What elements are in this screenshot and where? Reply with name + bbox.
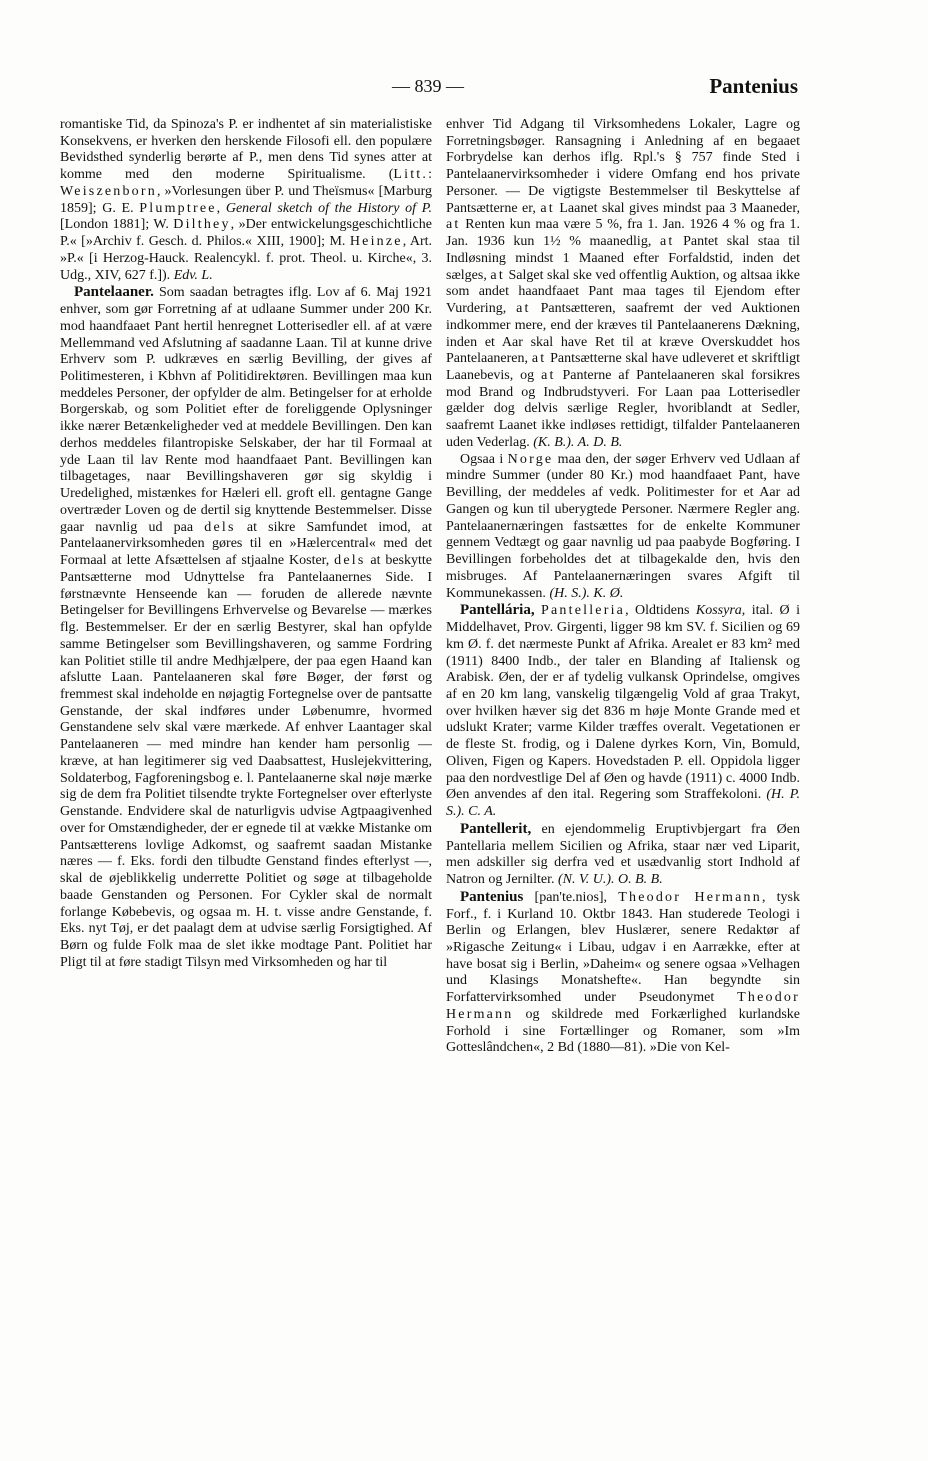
entry-pantellaria: Pantellária, Pantelleria, Oldtidens Kossyra, ital. Ø i Middelhavet, Prov. Girgenti, ligger 98 km SV. f. Sicilien og 69 km Ø. f. det nærmeste Punkt af Afrika. Arealet er 83 km² med (1911) 8400 Indb., der taler en Blanding af Italiensk og Arabisk. Øen, der er af tydelig vulkansk Oprindelse, omgives af en 20 km lang, vanskelig tilgængelig Vold af graa Trakyt, over hvilken hæver sig det 836 m høje Monte Grande med et udslukt Krater; varme Kilder træffes overalt. Vegetationen er de fleste St. frodig, og i Dalene dyrkes Korn, Vin, Bomuld, Oliven, Figen og Kapers. Hovedstaden P. ell. Oppidola ligger paa den nordvestlige Del af Øen og havde (1911) c. 4000 Indb. Øen anvendes af den ital. Regering som Straffekoloni. (H. P. S.). C. A.	[446, 602, 800, 820]
entry-panteisme-end: romantiske Tid, da Spinoza's P. er indhentet af sin materialistiske Konsekvens, er hverken den herskende Filosofi ell. den populære Bevidsthed synderlig berørte af P., men dens Tid synes atter at komme med den moderne Spiritualisme. (Litt.: Weiszenborn, »Vorlesungen über P. und Theïsmus« [Marburg 1859]; G. E. Plumptree, General sketch of the History of P. [London 1881]; W. Dilthey, »Der entwickelungsgeschichtliche P.« [»Archiv f. Gesch. d. Philos.« XIII, 1900]; M. Heinze, Art. »P.« [i Herzog-Hauck. Realencykl. f. prot. Theol. u. Kirche«, 3. Udg., XIV, 627 f.]). Edv. L.	[60, 117, 432, 283]
right-column	[446, 117, 800, 1372]
entry-headword: Pantelaaner.	[74, 284, 154, 301]
running-head: Pantenius	[709, 74, 798, 98]
entry-headword: Pantenius	[460, 888, 524, 905]
entry-pantelaaner-cont: enhver Tid Adgang til Virksomhedens Lokaler, Lagre og Forretningsbøger. Ransagning i Anledning af en begaaet Forbrydelse kan derhos iflg. Rpl.'s § 757 finde Sted i Pantelaanervirksomheder i videre Omfang end hos private Personer. — De vigtigste Bestemmelser til Beskyttelse af Pantsætterne er, at Laanet skal gives mindst paa 3 Maaneder, at Renten kun maa være 5 %, fra 1. Jan. 1926 4 % og fra 1. Jan. 1936 kun 1½ % maanedlig, at Pantet skal staa til Indløsning mindst 1 Maaned efter Forfaldstid, inden det sælges, at Salget skal ske ved offentlig Auktion, og altsaa ikke som andet haandfaaet Pant maa tages til Ejendom efter Vurdering, at Pantsætteren, saafremt der ved Auktionen indkommer mere, end der kræves til Pantelaanerens Dækning, inden et Aar skal have Ret til at kræve Overskuddet hos Pantelaaneren, at Pantsætterne skal have udleveret et skriftligt Laanebevis, og at Panterne af Pantelaaneren skal forsikres mod Brand og Indbrudstyveri. For Laan paa Lotterisedler gælder dog delvis særlige Regler, hvoriblandt at Sedler, saafremt Laanet ikke indløses rettidigt, tilfalder Pantelaaneren uden Vederlag. (K. B.). A. D. B.	[446, 117, 800, 450]
entry-pantelaaner-norge: Ogsaa i Norge maa den, der søger Erhverv ved Udlaan af mindre Summer (under 80 Kr.) mod haandfaaet Pant, have Bevilling, der meddeles af vedk. Politimester for et Aar ad Gangen og kun til uberygtede Personer. Nærmere Regler ang. Pantelaanernæringen fastsættes for de enkelte Kommuner gennem Vedtægt og gaar navnlig ud paa paabyde Bogføring. I Bevillingen forbeholdes det at tilbagekalde den, hvis den misbruges. Af Pantelaanernæringen svares Afgift til Kommunekassen. (H. S.). K. Ø.	[446, 451, 800, 601]
entry-pantelaaner: Pantelaaner. Som saadan betragtes iflg. Lov af 6. Maj 1921 enhver, som gør Forretning af at udlaane Summer under 200 Kr. mod haandfaaet Pant hertil henregnet Lotterisedler ell. af at være Mellemmand ved Afslutning af saadanne Laan. Til at kunne drive Erhverv som P. udkræves en særlig Bevilling, der gives af Politimesteren, i Kbhvn af Politidirektøren. Bevillingen maa kun meddeles Personer, der opfylder de alm. Betingelser for at erholde Borgerskab, og som Politiet efter de foreliggende Oplysninger ikke nærer Betænkeligheder ved at meddele Bevillingen. Den kan derhos meddeles filantropiske Selskaber, der har til Formaal at yde Laan til lav Rente mod haandfaaet Pant. Bevillingen kan tilbagetages, naar Bevillingshaveren gør sig skyldig i Uredelighed, mistænkes for Hæleri ell. groft ell. gentagne Gange overtræder Loven og de dertil sig knyttende Bestemmelser. Disse gaar navnlig ud paa dels at sikre Samfundet imod, at Pantelaanervirksomheden gøres til en »Hælercentral« med det Formaal at lette Afsættelsen af stjaalne Koster, dels at beskytte Pantsætterne mod Udnyttelse fra Pantelaanernes Side. I førstnævnte Henseende kan — foruden de allerede nævnte Betingelser for Bevillingens Erhvervelse og Bevarelse — mærkes flg. Bestemmelser. Er der en særlig Bestyrer, skal han opfylde samme Betingelser som Bevillingshaveren, og samme Fordring kan Politiet stille til andre Medhjælpere, der paa egen Haand kan afslutte Laan. Pantelaaneren skal føre Bøger, der først og fremmest skal indeholde en nøjagtig Fortegnelse over de pantsatte Genstande, der skal indføres under Løbenumre, hvormed Genstandene selv skal være mærkede. Af enhver Laantager skal Pantelaaneren — med mindre han kender ham personlig — kræve, at han legitimerer sig ved Daabsattest, Huslejekvittering, Soldaterbog, Fagforeningsbog e. l. Pantelaanerne skal nøje mærke sig de dem fra Politiet tilsendte trykte Fortegnelser over efterlyste Genstande. Endvidere skal de naturligvis udvise Agtpaagivenhed over for Omstændigheder, der er egnede til at vække Mistanke om Pantsætterens lovlige Adkomst, og saafremt saadan Mistanke næres — f. Eks. fordi den tilbudte Genstand findes efterlyst —, skal de øjeblikkelig underrette Politiet og søge at tilbageholde baade Genstanden og Personen. For Cykler skal de normalt forlange Købebevis, og ogsaa m. H. t. visse andre Genstande, f. Eks. nyt Tøj, er det paalagt dem at udvise særlig Forsigtighed. Af Børn og fulde Folk maa de slet ikke modtage Pant. Politiet har Pligt til at føre stadigt Tilsyn med Virksomheden og har til	[60, 284, 432, 970]
entry-headword: Pantellária,	[460, 602, 535, 619]
entry-headword: Pantellerit,	[460, 820, 532, 837]
page-header	[58, 72, 798, 106]
entry-pantenius: Pantenius [pan'te.nios], Theodor Hermann, tysk Forf., f. i Kurland 10. Oktbr 1843. Han studerede Teologi i Berlin og Erlangen, blev Huslærer, senere Redaktør af »Rigasche Zeitung« i Libau, udgav i en Aarrække, efter at have bosat sig i Berlin, »Daheim« og senere ogsaa »Velhagen und Klasings Monatshefte«. Han begyndte sin Forfattervirksomhed under Pseudonymet Theodor Hermann og skildrede med Forkærlighed kurlandske Forhold i sine Fortællinger og Romaner, som »Im Gotteslândchen«, 2 Bd (1880—81). »Die von Kel-	[446, 888, 800, 1056]
page-number: — 839 —	[392, 76, 464, 96]
left-column	[60, 117, 432, 1372]
entry-pantellerit: Pantellerit, en ejendommelig Eruptivbjergart fra Øen Pantellaria mellem Sicilien og Afrika, staar nær ved Liparit, men adskiller sig derfra ved et usædvanlig stort Indhold af Natron og Jernilter. (N. V. U.). O. B. B.	[446, 820, 800, 888]
